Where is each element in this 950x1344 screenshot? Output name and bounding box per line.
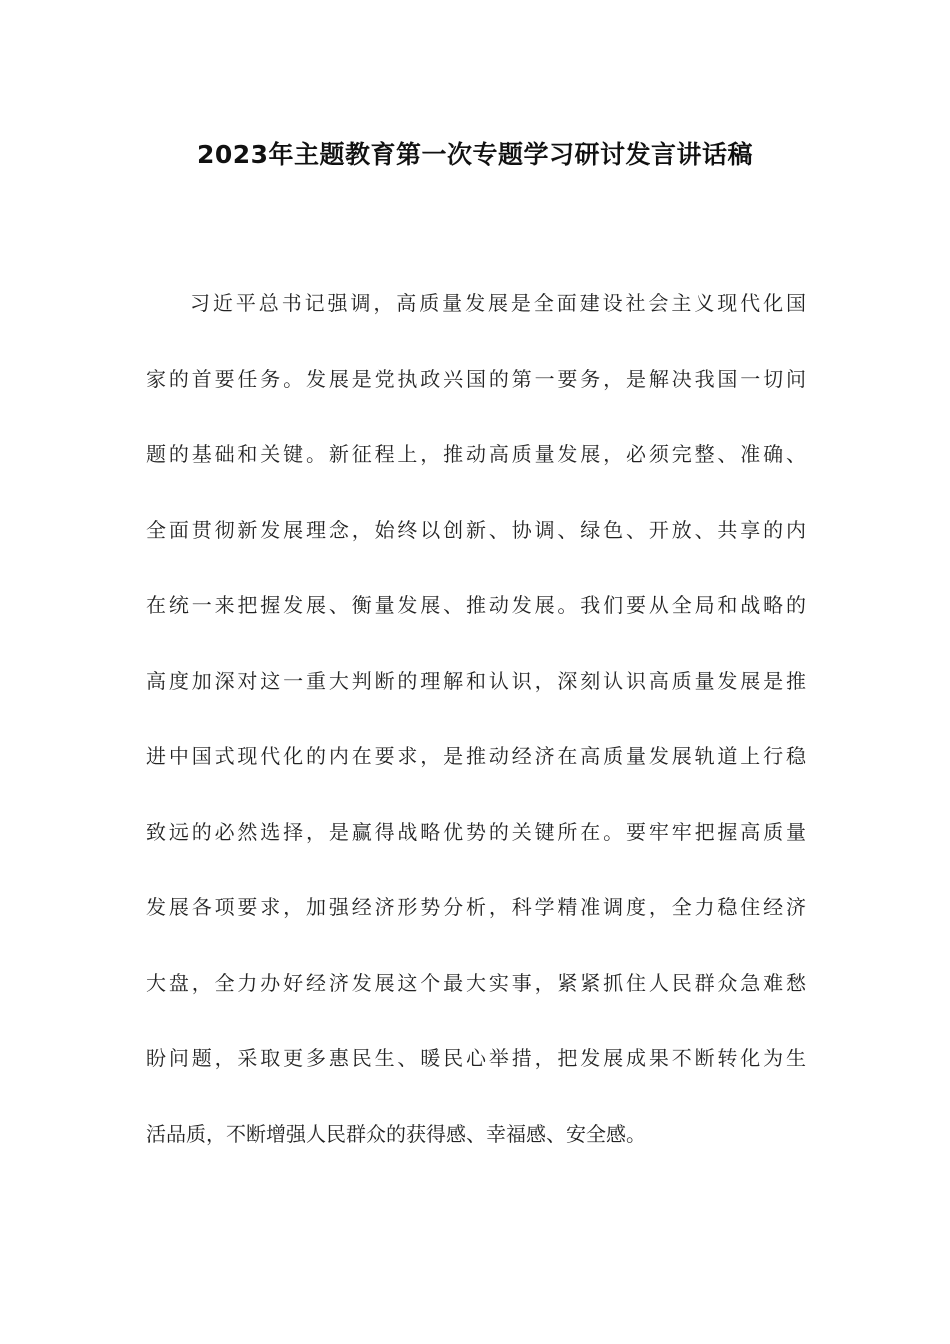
paragraph-line: 致远的必然选择，是赢得战略优势的关键所在。要牢牢把握高质量 — [146, 819, 806, 844]
document-paragraph — [146, 280, 806, 1186]
document-title: 2023年主题教育第一次专题学习研讨发言讲话稿 — [196, 140, 754, 169]
paragraph-line: 发展各项要求，加强经济形势分析，科学精准调度，全力稳住经济 — [146, 895, 806, 919]
paragraph-line: 活品质，不断增强人民群众的获得感、幸福感、安全感。 — [146, 1121, 646, 1146]
paragraph-line: 习近平总书记强调，高质量发展是全面建设社会主义现代化国 — [190, 291, 806, 315]
paragraph-line: 进中国式现代化的内在要求，是推动经济在高质量发展轨道上行稳 — [146, 744, 806, 768]
paragraph-line: 大盘，全力办好经济发展这个最大实事，紧紧抓住人民群众急难愁 — [146, 970, 806, 995]
paragraph-line: 家的首要任务。发展是党执政兴国的第一要务，是解决我国一切问 — [146, 366, 806, 391]
paragraph-line: 高度加深对这一重大判断的理解和认识，深刻认识高质量发展是推 — [146, 668, 806, 693]
paragraph-line: 盼问题，采取更多惠民生、暖民心举措，把发展成果不断转化为生 — [146, 1046, 806, 1070]
paragraph-line: 全面贯彻新发展理念，始终以创新、协调、绿色、开放、共享的内 — [146, 517, 806, 542]
paragraph-line: 在统一来把握发展、衡量发展、推动发展。我们要从全局和战略的 — [146, 593, 806, 617]
paragraph-line: 题的基础和关键。新征程上，推动高质量发展，必须完整、准确、 — [146, 442, 806, 466]
